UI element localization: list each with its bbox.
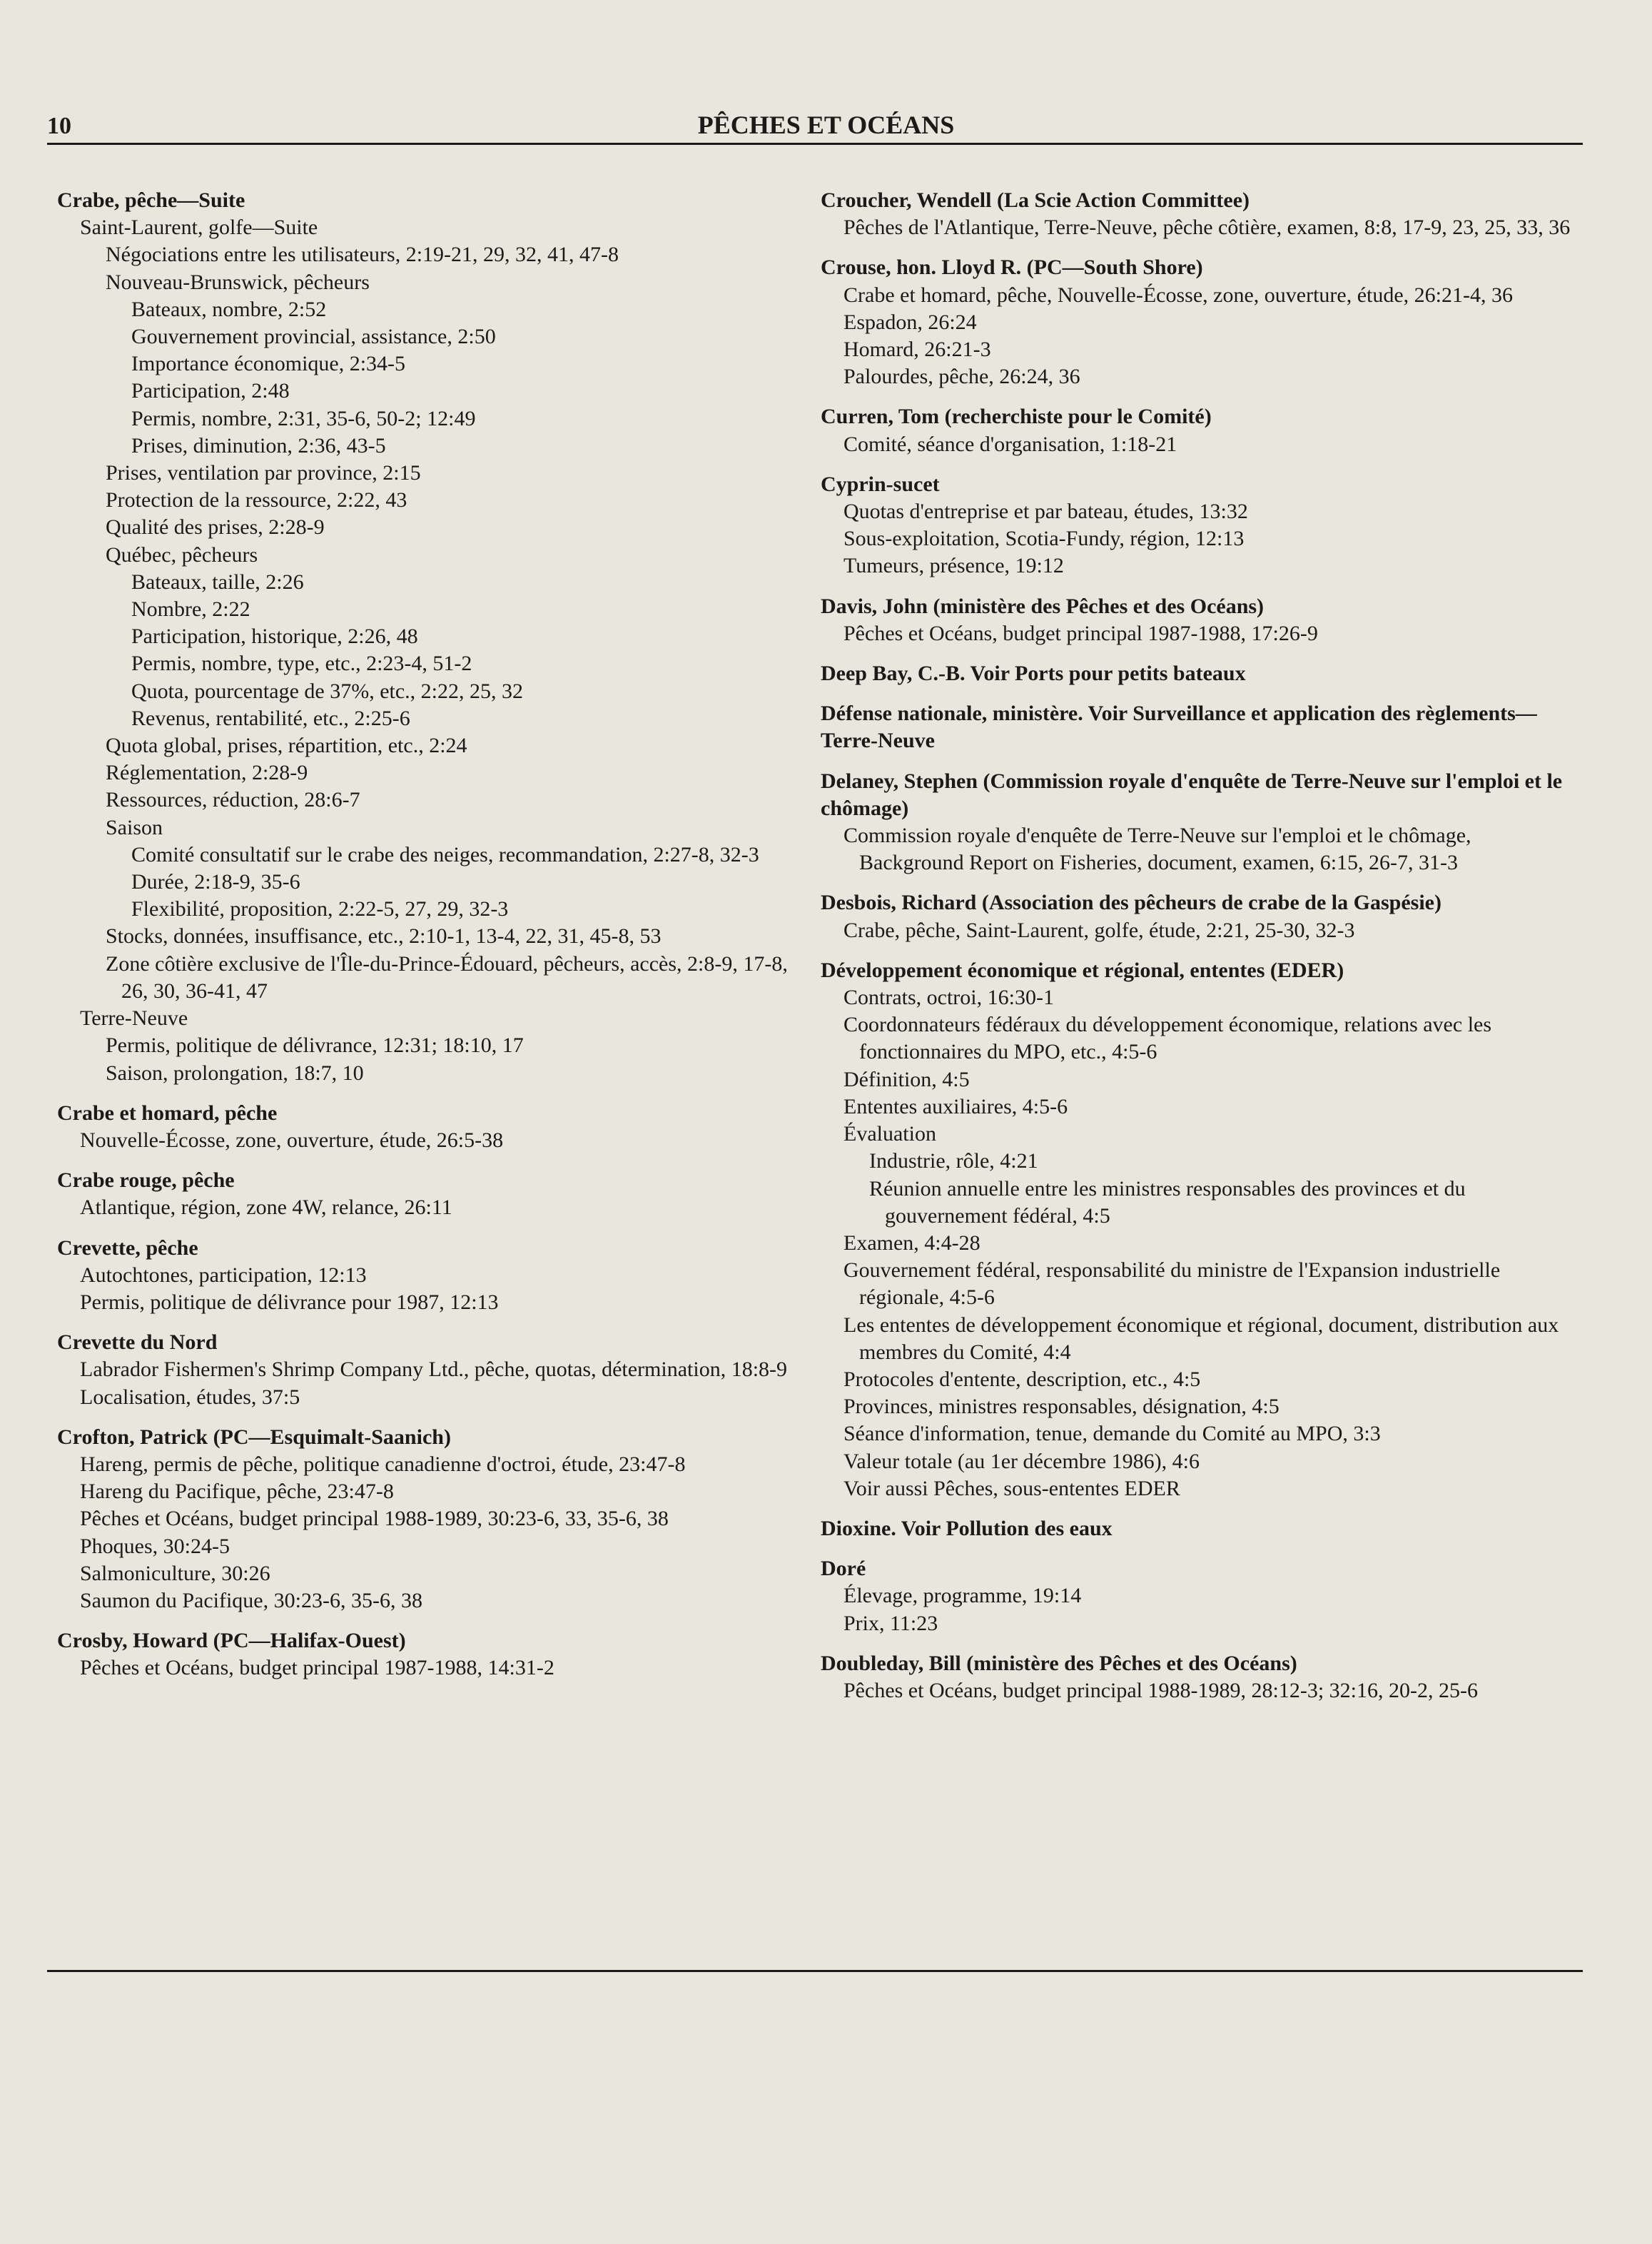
index-subentry: Examen, 4:4-28	[843, 1230, 980, 1255]
index-subentry: Comité consultatif sur le crabe des neiges, recommandation, 2:27-8, 32-3	[131, 842, 759, 866]
index-subentry: Provinces, ministres responsables, désignation, 4:5	[843, 1395, 1279, 1419]
index-subentry: Prix, 11:23	[843, 1611, 938, 1635]
index-subentry: Pêches et Océans, budget principal 1988-1989, 30:23-6, 33, 35-6, 38	[80, 1507, 669, 1531]
index-subentry: Importance économique, 2:34-5	[131, 352, 406, 376]
index-subentry: Tumeurs, présence, 19:12	[843, 554, 1064, 578]
index-heading: Doré	[821, 1557, 866, 1581]
index-subentry: Séance d'information, tenue, demande du Comité au MPO, 3:3	[843, 1422, 1381, 1446]
index-subentry: Valeur totale (au 1er décembre 1986), 4:6	[843, 1449, 1200, 1473]
right-index-column	[821, 187, 1577, 1704]
index-subentry: Nouveau-Brunswick, pêcheurs	[106, 270, 370, 294]
index-subentry: Sous-exploitation, Scotia-Fundy, région, 12:13	[843, 527, 1245, 551]
index-heading: Crabe et homard, pêche	[57, 1101, 278, 1125]
index-subentry: Espadon, 26:24	[843, 310, 977, 334]
index-subentry: Industrie, rôle, 4:21	[869, 1149, 1038, 1173]
index-subentry: Saison, prolongation, 18:7, 10	[106, 1061, 364, 1085]
index-heading: Deep Bay, C.-B. Voir Ports pour petits bateaux	[821, 662, 1246, 686]
index-subentry: Bateaux, taille, 2:26	[131, 570, 304, 594]
index-subentry: Labrador Fishermen's Shrimp Company Ltd., pêche, quotas, détermination, 18:8-9	[80, 1358, 788, 1382]
index-subentry: Protocoles d'entente, description, etc., 4:5	[843, 1367, 1201, 1391]
index-subentry: Prises, diminution, 2:36, 43-5	[131, 433, 386, 458]
index-heading: Crevette, pêche	[57, 1235, 198, 1260]
index-heading: Delaney, Stephen (Commission royale d'enquête de Terre-Neuve sur l'emploi et le chômage)	[821, 769, 1563, 820]
page-title: PÊCHES ET OCÉANS	[697, 111, 955, 139]
index-heading: Crevette du Nord	[57, 1330, 218, 1355]
index-subentry: Permis, nombre, 2:31, 35-6, 50-2; 12:49	[131, 406, 476, 430]
index-subentry: Atlantique, région, zone 4W, relance, 26:11	[80, 1196, 452, 1220]
index-subentry: Les ententes de développement économique et régional, document, distribution aux membres du Comité, 4:4	[843, 1313, 1559, 1364]
index-heading: Développement économique et régional, ententes (EDER)	[821, 958, 1344, 982]
index-heading: Cyprin-sucet	[821, 472, 940, 496]
footer-rule	[47, 1970, 1583, 1972]
index-heading: Crosby, Howard (PC—Halifax-Ouest)	[57, 1629, 406, 1653]
index-subentry: Protection de la ressource, 2:22, 43	[106, 488, 407, 512]
index-subentry: Permis, nombre, type, etc., 2:23-4, 51-2	[131, 652, 472, 676]
index-subentry: Phoques, 30:24-5	[80, 1534, 230, 1558]
index-subentry: Saison	[106, 815, 163, 839]
index-heading: Croucher, Wendell (La Scie Action Committee)	[821, 188, 1250, 212]
index-subentry: Pêches et Océans, budget principal 1987-1988, 17:26-9	[843, 621, 1318, 645]
index-subentry: Revenus, rentabilité, etc., 2:25-6	[131, 706, 410, 730]
index-heading: Crabe rouge, pêche	[57, 1168, 235, 1193]
index-subentry: Comité, séance d'organisation, 1:18-21	[843, 432, 1177, 456]
page-number: 10	[47, 113, 71, 139]
index-subentry: Ententes auxiliaires, 4:5-6	[843, 1094, 1068, 1118]
index-subentry: Gouvernement fédéral, responsabilité du ministre de l'Expansion industrielle régionale, 4:5-6	[843, 1258, 1501, 1310]
index-subentry: Crabe, pêche, Saint-Laurent, golfe, étude, 2:21, 25-30, 32-3	[843, 918, 1355, 942]
left-index-column	[57, 187, 814, 1682]
index-heading: Dioxine. Voir Pollution des eaux	[821, 1516, 1113, 1540]
index-subentry: Ressources, réduction, 28:6-7	[106, 788, 360, 812]
index-subentry: Hareng du Pacifique, pêche, 23:47-8	[80, 1480, 394, 1504]
index-subentry: Négociations entre les utilisateurs, 2:19-21, 29, 32, 41, 47-8	[106, 243, 619, 267]
index-subentry: Saint-Laurent, golfe—Suite	[80, 216, 318, 240]
index-subentry: Pêches et Océans, budget principal 1988-1989, 28:12-3; 32:16, 20-2, 25-6	[843, 1678, 1478, 1702]
index-subentry: Homard, 26:21-3	[843, 338, 991, 362]
index-subentry: Réunion annuelle entre les ministres responsables des provinces et du gouvernement fédéral, 4:5	[869, 1176, 1466, 1228]
index-subentry: Crabe et homard, pêche, Nouvelle-Écosse, zone, ouverture, étude, 26:21-4, 36	[843, 283, 1513, 307]
index-subentry: Salmoniculture, 30:26	[80, 1561, 270, 1585]
index-subentry: Bateaux, nombre, 2:52	[131, 297, 327, 321]
index-subentry: Quota, pourcentage de 37%, etc., 2:22, 25, 32	[131, 679, 524, 703]
index-subentry: Permis, politique de délivrance pour 1987, 12:13	[80, 1290, 499, 1314]
index-heading: Davis, John (ministère des Pêches et des Océans)	[821, 594, 1265, 618]
index-subentry: Participation, historique, 2:26, 48	[131, 625, 418, 649]
index-subentry: Terre-Neuve	[80, 1006, 188, 1031]
index-heading: Doubleday, Bill (ministère des Pêches et des Océans)	[821, 1651, 1297, 1675]
index-subentry: Coordonnateurs fédéraux du développement économique, relations avec les fonctionnaires du MPO, etc., 4:5-6	[843, 1013, 1492, 1064]
index-subentry: Nouvelle-Écosse, zone, ouverture, étude, 26:5-38	[80, 1128, 504, 1152]
index-subentry: Participation, 2:48	[131, 379, 290, 403]
index-subentry: Commission royale d'enquête de Terre-Neuve sur l'emploi et le chômage, Background Report on Fisheries, document, examen, 6:15, 26-7, 31-3	[843, 824, 1471, 875]
index-heading: Défense nationale, ministère. Voir Surveillance et application des règlements—Terre-Neuve	[821, 702, 1537, 753]
index-heading: Crabe, pêche—Suite	[57, 188, 245, 212]
index-subentry: Hareng, permis de pêche, politique canadienne d'octroi, étude, 23:47-8	[80, 1452, 686, 1476]
index-subentry: Zone côtière exclusive de l'Île-du-Prince-Édouard, pêcheurs, accès, 2:8-9, 17-8, 26, 30, 36-41, 47	[106, 951, 788, 1003]
index-subentry: Stocks, données, insuffisance, etc., 2:10-1, 13-4, 22, 31, 45-8, 53	[106, 924, 662, 949]
index-heading: Curren, Tom (recherchiste pour le Comité)	[821, 405, 1212, 429]
index-subentry: Élevage, programme, 19:14	[843, 1584, 1082, 1608]
index-subentry: Québec, pêcheurs	[106, 542, 258, 567]
index-subentry: Quotas d'entreprise et par bateau, études, 13:32	[843, 500, 1248, 524]
index-subentry: Évaluation	[843, 1122, 936, 1146]
index-heading: Crouse, hon. Lloyd R. (PC—South Shore)	[821, 256, 1203, 280]
index-subentry: Autochtones, participation, 12:13	[80, 1263, 367, 1287]
index-subentry: Gouvernement provincial, assistance, 2:50	[131, 325, 496, 349]
index-subentry: Pêches et Océans, budget principal 1987-1988, 14:31-2	[80, 1656, 554, 1680]
index-subentry: Prises, ventilation par province, 2:15	[106, 461, 421, 485]
index-subentry: Nombre, 2:22	[131, 597, 250, 622]
index-subentry: Contrats, octroi, 16:30-1	[843, 986, 1054, 1010]
index-subentry: Localisation, études, 37:5	[80, 1385, 300, 1409]
index-subentry: Saumon du Pacifique, 30:23-6, 35-6, 38	[80, 1588, 422, 1612]
header-rule	[47, 143, 1583, 145]
index-subentry: Palourdes, pêche, 26:24, 36	[843, 365, 1080, 389]
index-subentry: Permis, politique de délivrance, 12:31; 18:10, 17	[106, 1033, 524, 1058]
index-subentry: Durée, 2:18-9, 35-6	[131, 870, 300, 894]
index-subentry: Pêches de l'Atlantique, Terre-Neuve, pêche côtière, examen, 8:8, 17-9, 23, 25, 33, 36	[843, 216, 1571, 240]
index-subentry: Quota global, prises, répartition, etc., 2:24	[106, 734, 467, 758]
index-subentry: Définition, 4:5	[843, 1067, 970, 1091]
index-subentry: Flexibilité, proposition, 2:22-5, 27, 29, 32-3	[131, 897, 509, 921]
index-subentry: Qualité des prises, 2:28-9	[106, 515, 325, 540]
index-heading: Desbois, Richard (Association des pêcheurs de crabe de la Gaspésie)	[821, 891, 1441, 915]
index-subentry: Réglementation, 2:28-9	[106, 761, 308, 785]
index-subentry: Voir aussi Pêches, sous-ententes EDER	[843, 1476, 1180, 1500]
index-heading: Crofton, Patrick (PC—Esquimalt-Saanich)	[57, 1425, 451, 1449]
